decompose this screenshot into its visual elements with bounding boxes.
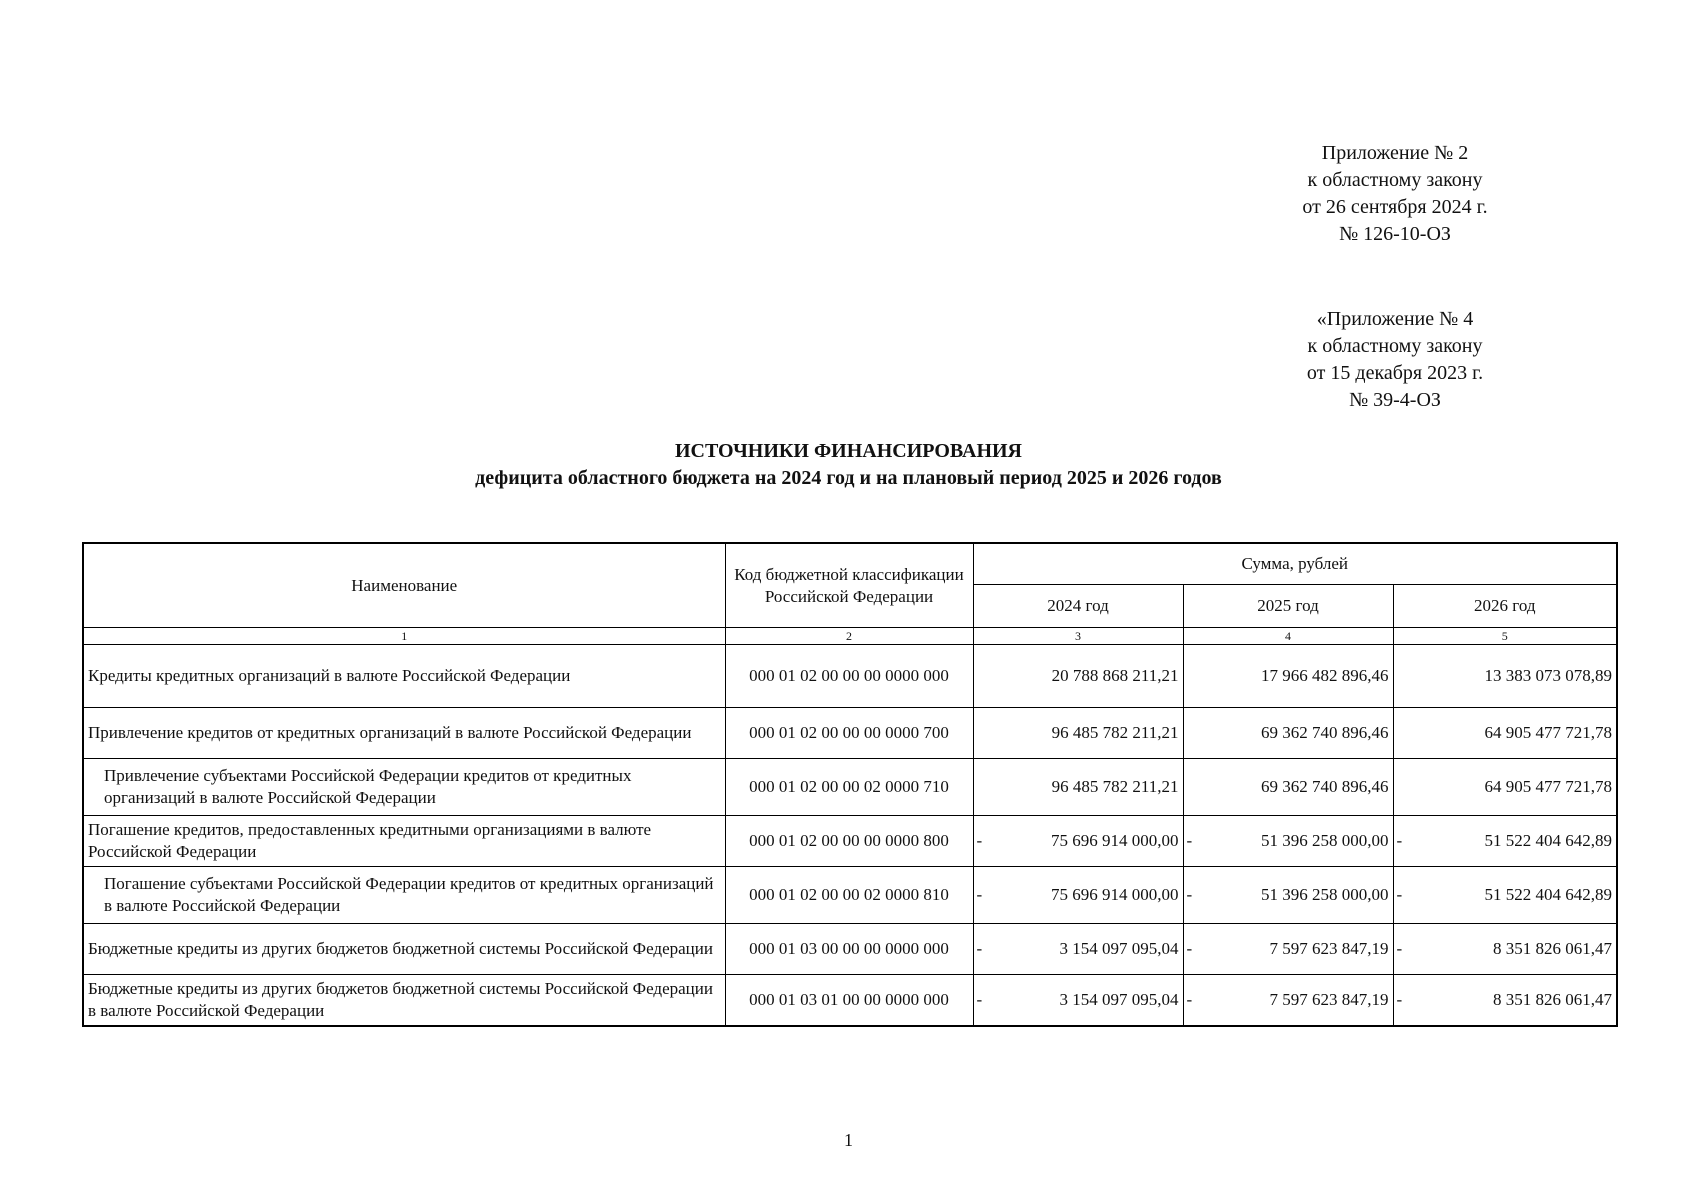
amount-value: 75 696 914 000,00 [1051, 831, 1179, 850]
row-amount-2024 [973, 645, 1183, 708]
row-amount-2026 [1393, 645, 1617, 708]
row-amount-2024 [973, 759, 1183, 816]
amount-value: 7 597 623 847,19 [1269, 939, 1389, 958]
row-code: 000 01 03 00 00 00 0000 000 [725, 924, 973, 975]
appendix-current-line3: от 26 сентября 2024 г. [1302, 196, 1488, 218]
appendix-original-line4: № 39-4-ОЗ [1349, 389, 1441, 411]
header-year-2024: 2024 год [973, 585, 1183, 628]
row-name: Бюджетные кредиты из других бюджетов бюджетной системы Российской Федерации в валюте Российской Федерации [83, 975, 725, 1027]
minus-sign: - [976, 885, 983, 904]
header-sum: Сумма, рублей [973, 543, 1617, 585]
appendix-original-block [1230, 306, 1560, 414]
table-row [83, 759, 1617, 816]
row-amount-2026 [1393, 759, 1617, 816]
row-name: Погашение кредитов, предоставленных кредитными организациями в валюте Российской Федерации [83, 816, 725, 867]
row-code: 000 01 02 00 00 00 0000 700 [725, 708, 973, 759]
column-number: 1 [83, 628, 725, 645]
row-amount-2025 [1183, 975, 1393, 1027]
table-row [83, 816, 1617, 867]
column-number: 5 [1393, 628, 1617, 645]
header-year-2025: 2025 год [1183, 585, 1393, 628]
row-amount-2026 [1393, 924, 1617, 975]
table-body [83, 645, 1617, 1027]
amount-value: 8 351 826 061,47 [1493, 939, 1613, 958]
amount-value: 64 905 477 721,78 [1484, 777, 1613, 796]
header-year-2026: 2026 год [1393, 585, 1617, 628]
amount-value: 96 485 782 211,21 [1051, 777, 1179, 796]
minus-sign: - [1396, 831, 1403, 850]
row-amount-2024 [973, 708, 1183, 759]
appendix-original-line1: «Приложение № 4 [1316, 308, 1474, 330]
row-name: Привлечение кредитов от кредитных организаций в валюте Российской Федерации [83, 708, 725, 759]
document-subtitle: дефицита областного бюджета на 2024 год и на плановый период 2025 и 2026 годов [475, 467, 1222, 489]
row-amount-2025 [1183, 708, 1393, 759]
header-code: Код бюджетной классификации Российской Федерации [725, 543, 973, 628]
column-number: 2 [725, 628, 973, 645]
row-amount-2025 [1183, 867, 1393, 924]
amount-value: 75 696 914 000,00 [1051, 885, 1179, 904]
minus-sign: - [976, 831, 983, 850]
row-amount-2024 [973, 924, 1183, 975]
row-amount-2025 [1183, 645, 1393, 708]
minus-sign: - [1396, 885, 1403, 904]
document-title: ИСТОЧНИКИ ФИНАНСИРОВАНИЯ [674, 440, 1022, 462]
row-amount-2026 [1393, 708, 1617, 759]
minus-sign: - [1396, 939, 1403, 958]
amount-value: 3 154 097 095,04 [1059, 939, 1179, 958]
minus-sign: - [1186, 831, 1193, 850]
row-name: Бюджетные кредиты из других бюджетов бюджетной системы Российской Федерации [83, 924, 725, 975]
table-row [83, 645, 1617, 708]
financing-sources-table [82, 542, 1618, 1027]
row-amount-2025 [1183, 759, 1393, 816]
appendix-original-line3: от 15 декабря 2023 г. [1306, 362, 1484, 384]
appendix-current-line4: № 126-10-ОЗ [1339, 223, 1451, 245]
minus-sign: - [1396, 990, 1403, 1009]
row-amount-2026 [1393, 867, 1617, 924]
amount-value: 51 396 258 000,00 [1261, 885, 1389, 904]
minus-sign: - [976, 939, 983, 958]
table-row [83, 867, 1617, 924]
amount-value: 51 396 258 000,00 [1261, 831, 1389, 850]
table-header-row [83, 543, 1617, 585]
row-code: 000 01 02 00 00 00 0000 000 [725, 645, 973, 708]
column-number: 4 [1183, 628, 1393, 645]
row-amount-2026 [1393, 975, 1617, 1027]
row-amount-2025 [1183, 816, 1393, 867]
row-amount-2026 [1393, 816, 1617, 867]
appendix-current-line1: Приложение № 2 [1321, 142, 1469, 164]
row-code: 000 01 02 00 00 00 0000 800 [725, 816, 973, 867]
amount-value: 8 351 826 061,47 [1493, 990, 1613, 1009]
appendix-current-line2: к областному закону [1307, 169, 1483, 191]
amount-value: 96 485 782 211,21 [1051, 723, 1179, 742]
row-amount-2025 [1183, 924, 1393, 975]
amount-value: 13 383 073 078,89 [1484, 666, 1613, 685]
table-row [83, 975, 1617, 1027]
appendix-current-block [1230, 140, 1560, 248]
amount-value: 69 362 740 896,46 [1261, 777, 1389, 796]
appendix-original-line2: к областному закону [1307, 335, 1483, 357]
amount-value: 51 522 404 642,89 [1484, 831, 1613, 850]
amount-value: 17 966 482 896,46 [1261, 666, 1389, 685]
row-amount-2024 [973, 975, 1183, 1027]
minus-sign: - [976, 990, 983, 1009]
column-number: 3 [973, 628, 1183, 645]
header-name: Наименование [83, 543, 725, 628]
row-name: Погашение субъектами Российской Федерации кредитов от кредитных организаций в валюте Российской Федерации [83, 867, 725, 924]
row-name: Привлечение субъектами Российской Федерации кредитов от кредитных организаций в валюте Российской Федерации [83, 759, 725, 816]
row-amount-2024 [973, 867, 1183, 924]
amount-value: 3 154 097 095,04 [1059, 990, 1179, 1009]
page-number: 1 [844, 1130, 853, 1150]
minus-sign: - [1186, 885, 1193, 904]
row-code: 000 01 02 00 00 02 0000 710 [725, 759, 973, 816]
amount-value: 69 362 740 896,46 [1261, 723, 1389, 742]
table-row [83, 708, 1617, 759]
row-code: 000 01 03 01 00 00 0000 000 [725, 975, 973, 1027]
minus-sign: - [1186, 990, 1193, 1009]
amount-value: 20 788 868 211,21 [1051, 666, 1179, 685]
minus-sign: - [1186, 939, 1193, 958]
amount-value: 7 597 623 847,19 [1269, 990, 1389, 1009]
column-number-row [83, 628, 1617, 645]
table-row [83, 924, 1617, 975]
amount-value: 51 522 404 642,89 [1484, 885, 1613, 904]
row-amount-2024 [973, 816, 1183, 867]
row-name: Кредиты кредитных организаций в валюте Российской Федерации [83, 645, 725, 708]
amount-value: 64 905 477 721,78 [1484, 723, 1613, 742]
row-code: 000 01 02 00 00 02 0000 810 [725, 867, 973, 924]
